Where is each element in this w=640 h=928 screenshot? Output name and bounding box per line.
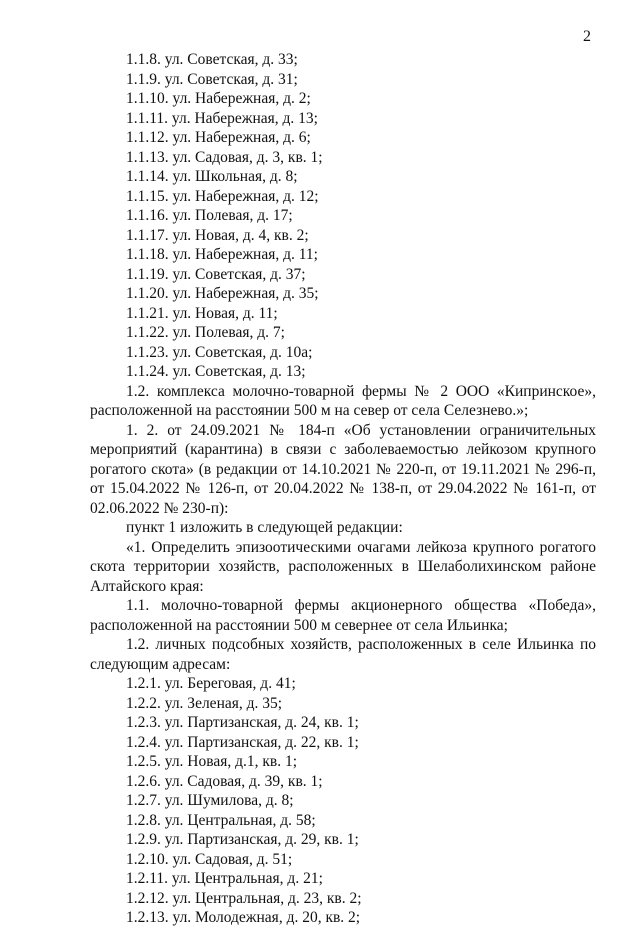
list-item: 1.1.18. ул. Набережная, д. 11; xyxy=(126,246,318,263)
address-list-selezenevo xyxy=(90,50,596,382)
list-item: 1.2.9. ул. Партизанская, д. 29, кв. 1; xyxy=(126,831,359,848)
list-item: 1.1.19. ул. Советская, д. 37; xyxy=(126,265,306,283)
list-item: 1.2.11. ул. Центральная, д. 21; xyxy=(126,870,323,887)
list-item: 1.2.10. ул. Садовая, д. 51; xyxy=(126,850,293,868)
list-item: 1.2.5. ул. Новая, д.1, кв. 1; xyxy=(126,753,298,770)
list-item: 1.2.4. ул. Партизанская, д. 22, кв. 1; xyxy=(126,733,359,751)
list-item: 1.1.15. ул. Набережная, д. 12; xyxy=(126,187,319,205)
paragraph-farm-kiprinskoe: 1.2. комплекса молочно-товарной фермы № 2 ООО «Кипринское», расположенной на расстоянии 500 м на север от села Селезнево.»; xyxy=(90,382,596,419)
list-item: 1.1.8. ул. Советская, д. 33; xyxy=(126,51,298,68)
document-body xyxy=(90,50,596,928)
list-item: 1.1.10. ул. Набережная, д. 2; xyxy=(126,90,311,107)
list-item: 1.2.2. ул. Зеленая, д. 35; xyxy=(126,694,283,712)
paragraph-personal-farms: 1.2. личных подсобных хозяйств, расположенных в селе Ильинка по следующим адресам: xyxy=(90,636,596,673)
page-number: 2 xyxy=(583,28,591,45)
list-item: 1.1.11. ул. Набережная, д. 13; xyxy=(126,109,318,127)
list-item: 1.1.17. ул. Новая, д. 4, кв. 2; xyxy=(126,226,309,244)
list-item: 1.1.12. ул. Набережная, д. 6; xyxy=(126,129,311,146)
paragraph-point-1: пункт 1 изложить в следующей редакции: xyxy=(126,519,403,536)
list-item: 1.2.1. ул. Береговая, д. 41; xyxy=(126,675,296,692)
list-item: 1.1.20. ул. Набережная, д. 35; xyxy=(126,285,319,302)
address-list-ilyinka xyxy=(90,674,596,928)
list-item: 1.1.9. ул. Советская, д. 31; xyxy=(126,70,298,88)
list-item: 1.2.8. ул. Центральная, д. 58; xyxy=(126,811,316,829)
list-item: 1.2.13. ул. Молодежная, д. 20, кв. 2; xyxy=(126,909,361,926)
list-item: 1.1.14. ул. Школьная, д. 8; xyxy=(126,168,298,185)
paragraph-farm-pobeda: 1.1. молочно-товарной фермы акционерного общества «Победа», расположенной на расстоянии 500 м севернее от села Ильинка; xyxy=(90,597,596,634)
list-item: 1.2.3. ул. Партизанская, д. 24, кв. 1; xyxy=(126,714,359,731)
paragraph-quoted-definition: «1. Определить эпизоотическими очагами лейкоза крупного рогатого скота территории хозяйств, расположенных в Шелаболихинском районе Алтайского края: xyxy=(90,538,596,595)
paragraph-resolution-184: 1. 2. от 24.09.2021 № 184-п «Об установлении ограничительных мероприятий (карантина) в связи с заболеваемостью лейкозом крупного рогатого скота» (в редакции от 14.10.2021 № 220-п, от 19.11.2021 № 296-п, от 15.04.2022 № 126-п, от 20.04.2022 № 138-п, от 29.04.2022 № 161-п, от 02.06.2022 № 230-п): xyxy=(90,421,596,517)
list-item: 1.2.7. ул. Шумилова, д. 8; xyxy=(126,792,294,809)
list-item: 1.1.21. ул. Новая, д. 11; xyxy=(126,304,278,322)
list-item: 1.1.16. ул. Полевая, д. 17; xyxy=(126,207,293,224)
list-item: 1.1.23. ул. Советская, д. 10а; xyxy=(126,343,313,361)
list-item: 1.1.22. ул. Полевая, д. 7; xyxy=(126,324,285,341)
list-item: 1.1.24. ул. Советская, д. 13; xyxy=(126,363,306,380)
list-item: 1.1.13. ул. Садовая, д. 3, кв. 1; xyxy=(126,148,323,166)
list-item: 1.2.6. ул. Садовая, д. 39, кв. 1; xyxy=(126,772,323,790)
list-item: 1.2.12. ул. Центральная, д. 23, кв. 2; xyxy=(126,889,362,907)
